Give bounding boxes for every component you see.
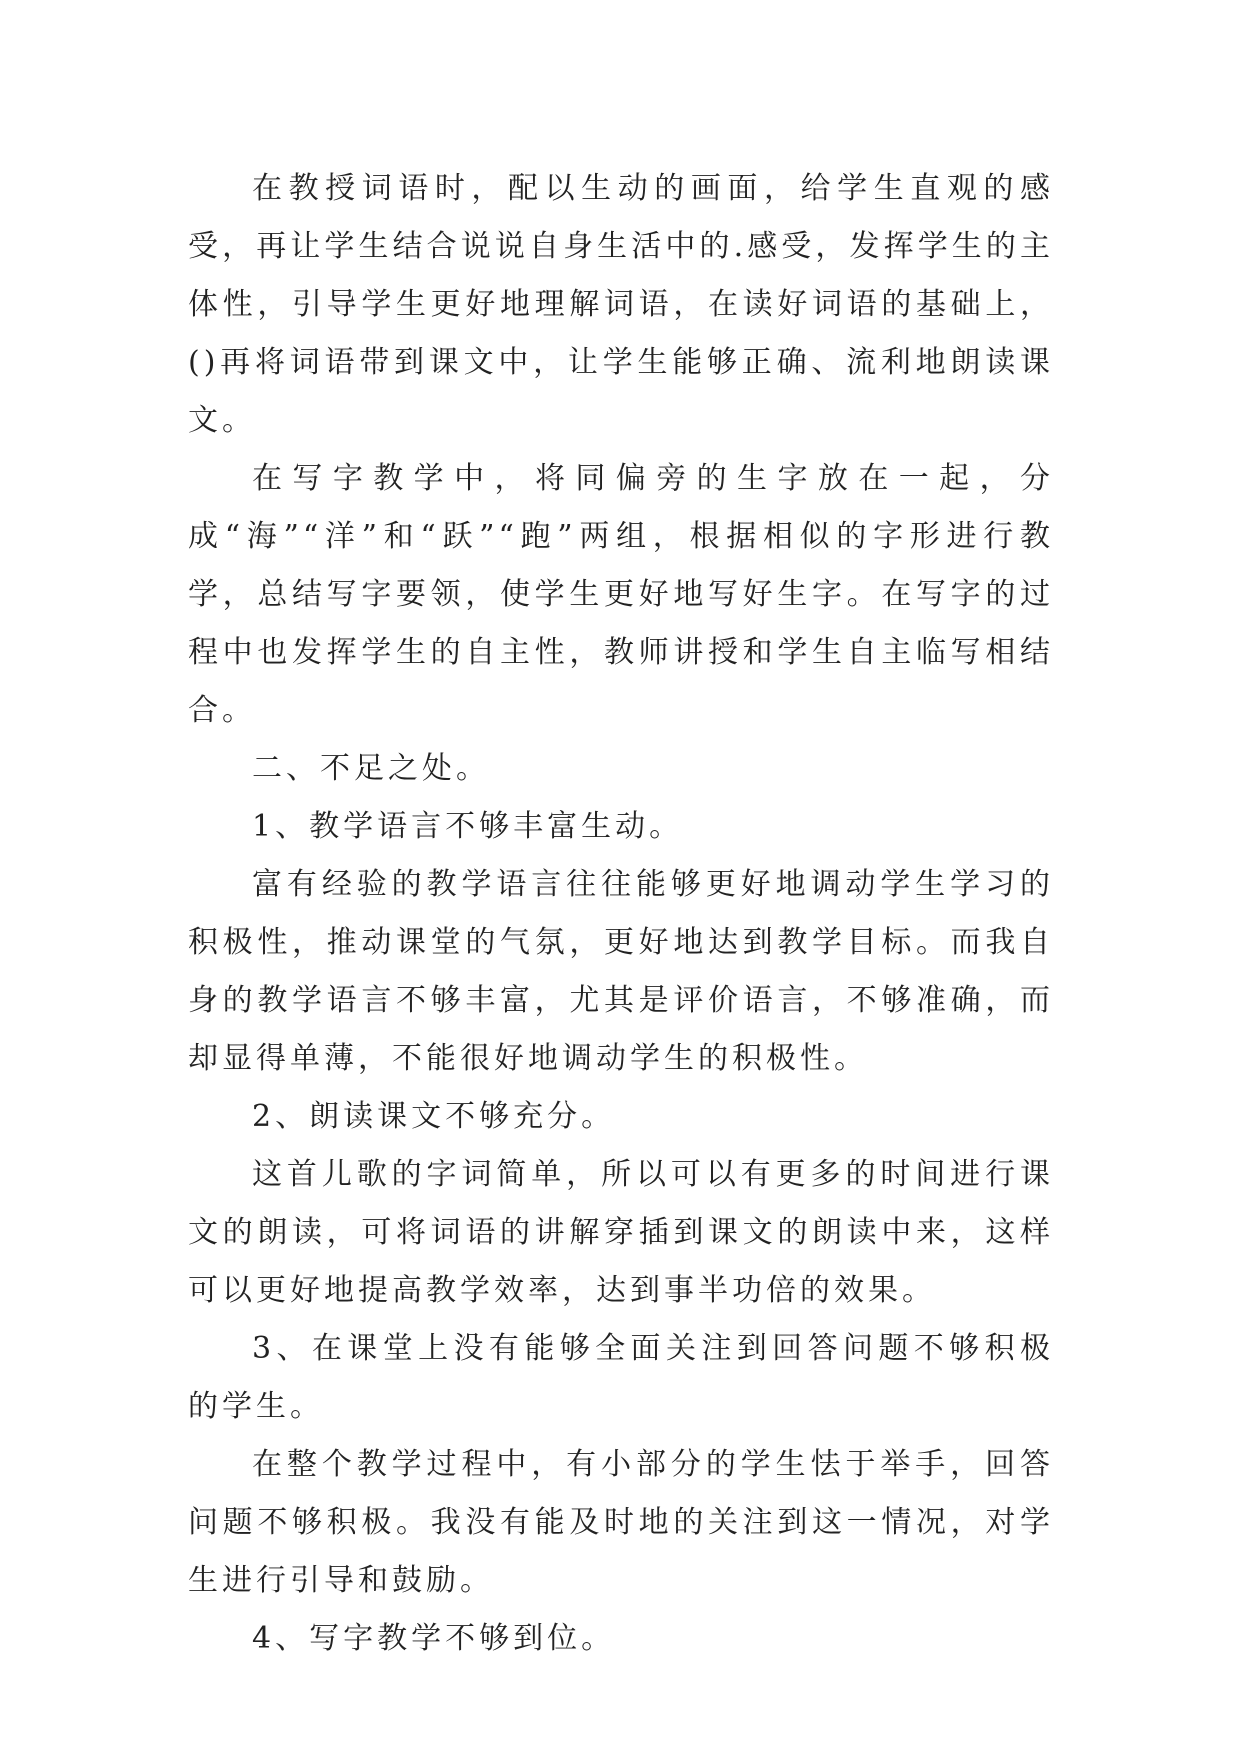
paragraph-writing-teaching: 在写字教学中，将同偏旁的生字放在一起，分成“海”“洋”和“跃”“跑”两组，根据相似的字形进行教学，总结写字要领，使学生更好地写好生字。在写字的过程中也发挥学生的自主性，教师讲授和学生自主临写相结合。 — [188, 461, 1054, 728]
item-heading-3: 3、在课堂上没有能够全面关注到回答问题不够积极的学生。 — [188, 1331, 1054, 1424]
section-heading-shortcomings: 二、不足之处。 — [252, 751, 490, 786]
document-body — [188, 160, 1054, 1668]
paragraph-attention: 在整个教学过程中，有小部分的学生怯于举手，回答问题不够积极。我没有能及时地的关注到这一情况，对学生进行引导和鼓励。 — [188, 1447, 1054, 1598]
paragraph-reading: 这首儿歌的字词简单，所以可以有更多的时间进行课文的朗读，可将词语的讲解穿插到课文的朗读中来，这样可以更好地提高教学效率，达到事半功倍的效果。 — [188, 1157, 1054, 1308]
paragraph-teaching-language: 富有经验的教学语言往往能够更好地调动学生学习的积极性，推动课堂的气氛，更好地达到教学目标。而我自身的教学语言不够丰富，尤其是评价语言，不够准确，而却显得单薄，不能很好地调动学生的积极性。 — [188, 867, 1054, 1076]
paragraph-word-teaching: 在教授词语时，配以生动的画面，给学生直观的感受，再让学生结合说说自身生活中的.感受，发挥学生的主体性，引导学生更好地理解词语，在读好词语的基础上，()再将词语带到课文中，让学生能够正确、流利地朗读课文。 — [188, 171, 1054, 438]
item-heading-1: 1、教学语言不够丰富生动。 — [252, 809, 684, 844]
item-heading-4: 4、写字教学不够到位。 — [252, 1621, 616, 1656]
item-heading-2: 2、朗读课文不够充分。 — [252, 1099, 616, 1134]
